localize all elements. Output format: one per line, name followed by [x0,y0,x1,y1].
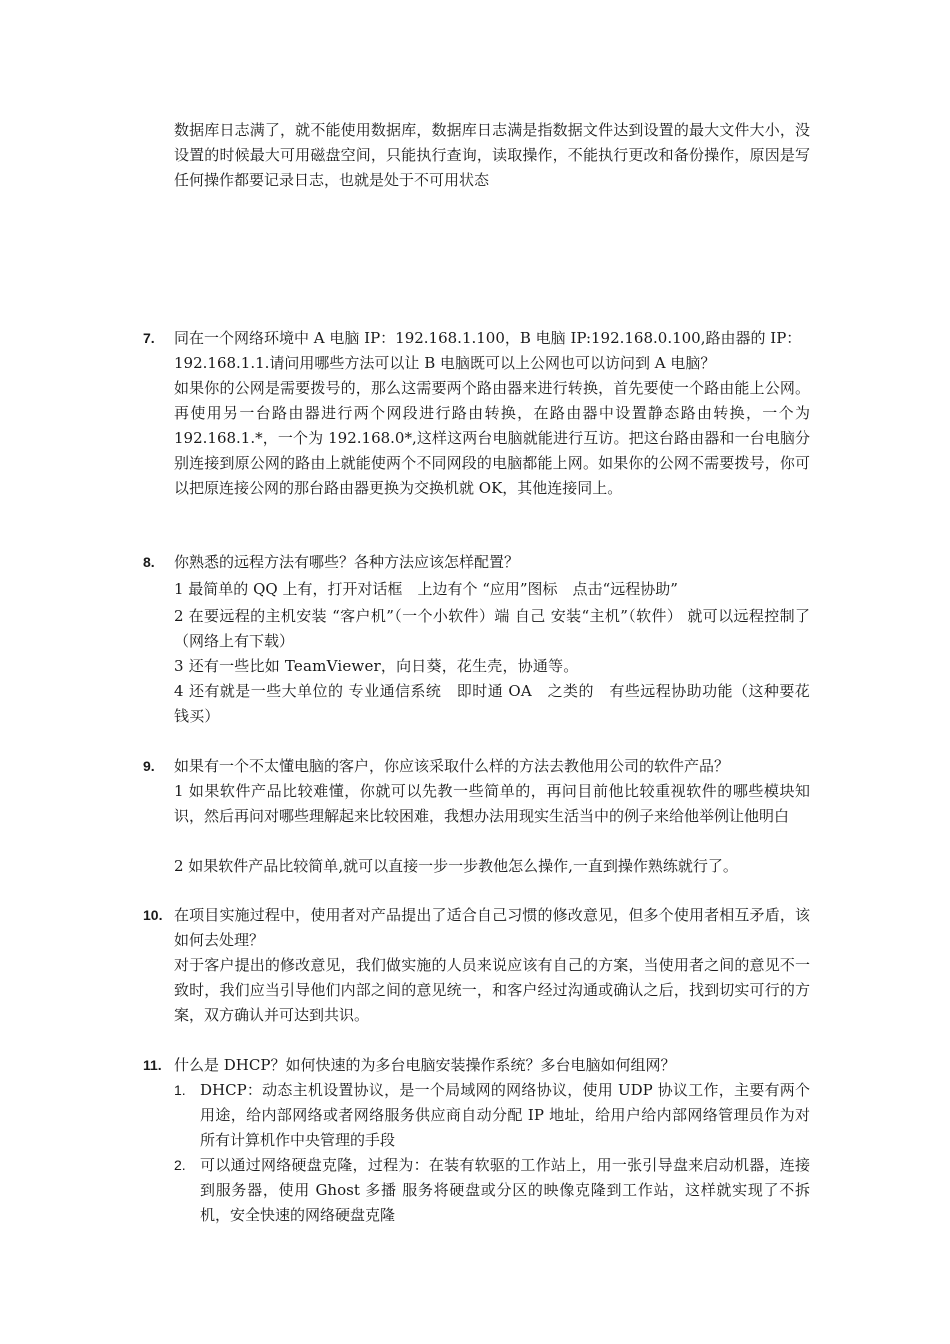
question-11-item-1-text: DHCP：动态主机设置协议，是一个局域网的网络协议，使用 UDP 协议工作，主要有两个用途，给内部网络或者网络服务供应商自动分配 IP 地址，给用户给内部网络管理员作为对所有计算机作中央管理的手段 [200,1081,810,1149]
question-8-number: 8. [143,554,155,570]
question-10-number: 10. [143,907,163,923]
question-10-answer: 对于客户提出的修改意见，我们做实施的人员来说应该有自己的方案，当使用者之间的意见不一致时，我们应当引导他们内部之间的意见统一，和客户经过沟通或确认之后，找到切实可行的方案，双方确认并可达到共识。 [174,956,810,1024]
question-11-number: 11. [143,1057,162,1073]
question-8-answer-3: 3 还有一些比如 TeamViewer，向日葵，花生壳，协通等。 [174,657,579,675]
question-9-answer-2: 2 如果软件产品比较简单,就可以直接一步一步教他怎么操作,一直到操作熟练就行了。 [174,857,738,875]
question-11-item-1-number: 1. [174,1082,186,1098]
question-7-line-1: 同在一个网络环境中 A 电脑 IP：192.168.1.100，B 电脑 IP:192.168.0.100,路由器的 IP： [174,329,802,347]
question-9-text: 如果有一个不太懂电脑的客户，你应该采取什么样的方法去教他用公司的软件产品？ [174,757,730,775]
question-8-answer-1: 1 最简单的 QQ 上有，打开对话框 上边有个 “应用”图标 点击“远程协助” [174,580,678,598]
question-7-number: 7. [143,330,155,346]
question-8-text: 你熟悉的远程方法有哪些？各种方法应该怎样配置？ [174,553,520,571]
question-7-line-2: 192.168.1.1.请问用哪些方法可以让 B 电脑既可以上公网也可以访问到 A 电脑？ [174,354,716,372]
question-9-answer-1: 1 如果软件产品比较难懂，你就可以先教一些简单的，再问目前他比较重视软件的哪些模块知识，然后再问对哪些理解起来比较困难，我想办法用现实生活当中的例子来给他举例让他明白 [174,782,810,825]
question-11-item-2-number: 2. [174,1157,186,1173]
question-8-answer-2: 2 在要远程的主机安装 “客户机”（一个小软件）端 自己 安装“主机”（软件） 就可以远程控制了 （网络上有下载） [174,607,826,650]
question-9-number: 9. [143,758,155,774]
question-11-text: 什么是 DHCP？如何快速的为多台电脑安装操作系统？多台电脑如何组网？ [174,1056,676,1074]
question-8-answer-4: 4 还有就是一些大单位的 专业通信系统 即时通 OA 之类的 有些远程协助功能（这种要花钱买） [174,682,810,725]
question-7-text [174,326,810,376]
question-7-answer: 如果你的公网是需要拨号的，那么这需要两个路由器来进行转换，首先要使一个路由能上公网。再使用另一台路由器进行两个网段进行路由转换，在路由器中设置静态路由转换，一个为 192.168.1.*，一个为 192.168.0*,这样这两台电脑就能进行互访。把这台路由器和一台电脑分别连接到原公网的路由上就能使两个不同网段的电脑都能上网。如果你的公网不需要拨号，你可以把原连接公网的那台路由器更换为交换机就 OK，其他连接同上。 [174,379,810,497]
question-10-text: 在项目实施过程中，使用者对产品提出了适合自己习惯的修改意见，但多个使用者相互矛盾，该如何去处理？ [174,906,810,949]
question-11-item-2-text: 可以通过网络硬盘克隆，过程为：在装有软驱的工作站上，用一张引导盘来启动机器，连接到服务器，使用 Ghost 多播 服务将硬盘或分区的映像克隆到工作站，这样就实现了不拆机，安全快速的网络硬盘克隆 [200,1156,810,1224]
intro-paragraph: 数据库日志满了，就不能使用数据库，数据库日志满是指数据文件达到设置的最大文件大小，没设置的时候最大可用磁盘空间，只能执行查询，读取操作，不能执行更改和备份操作，原因是写任何操作都要记录日志，也就是处于不可用状态 [174,121,810,189]
